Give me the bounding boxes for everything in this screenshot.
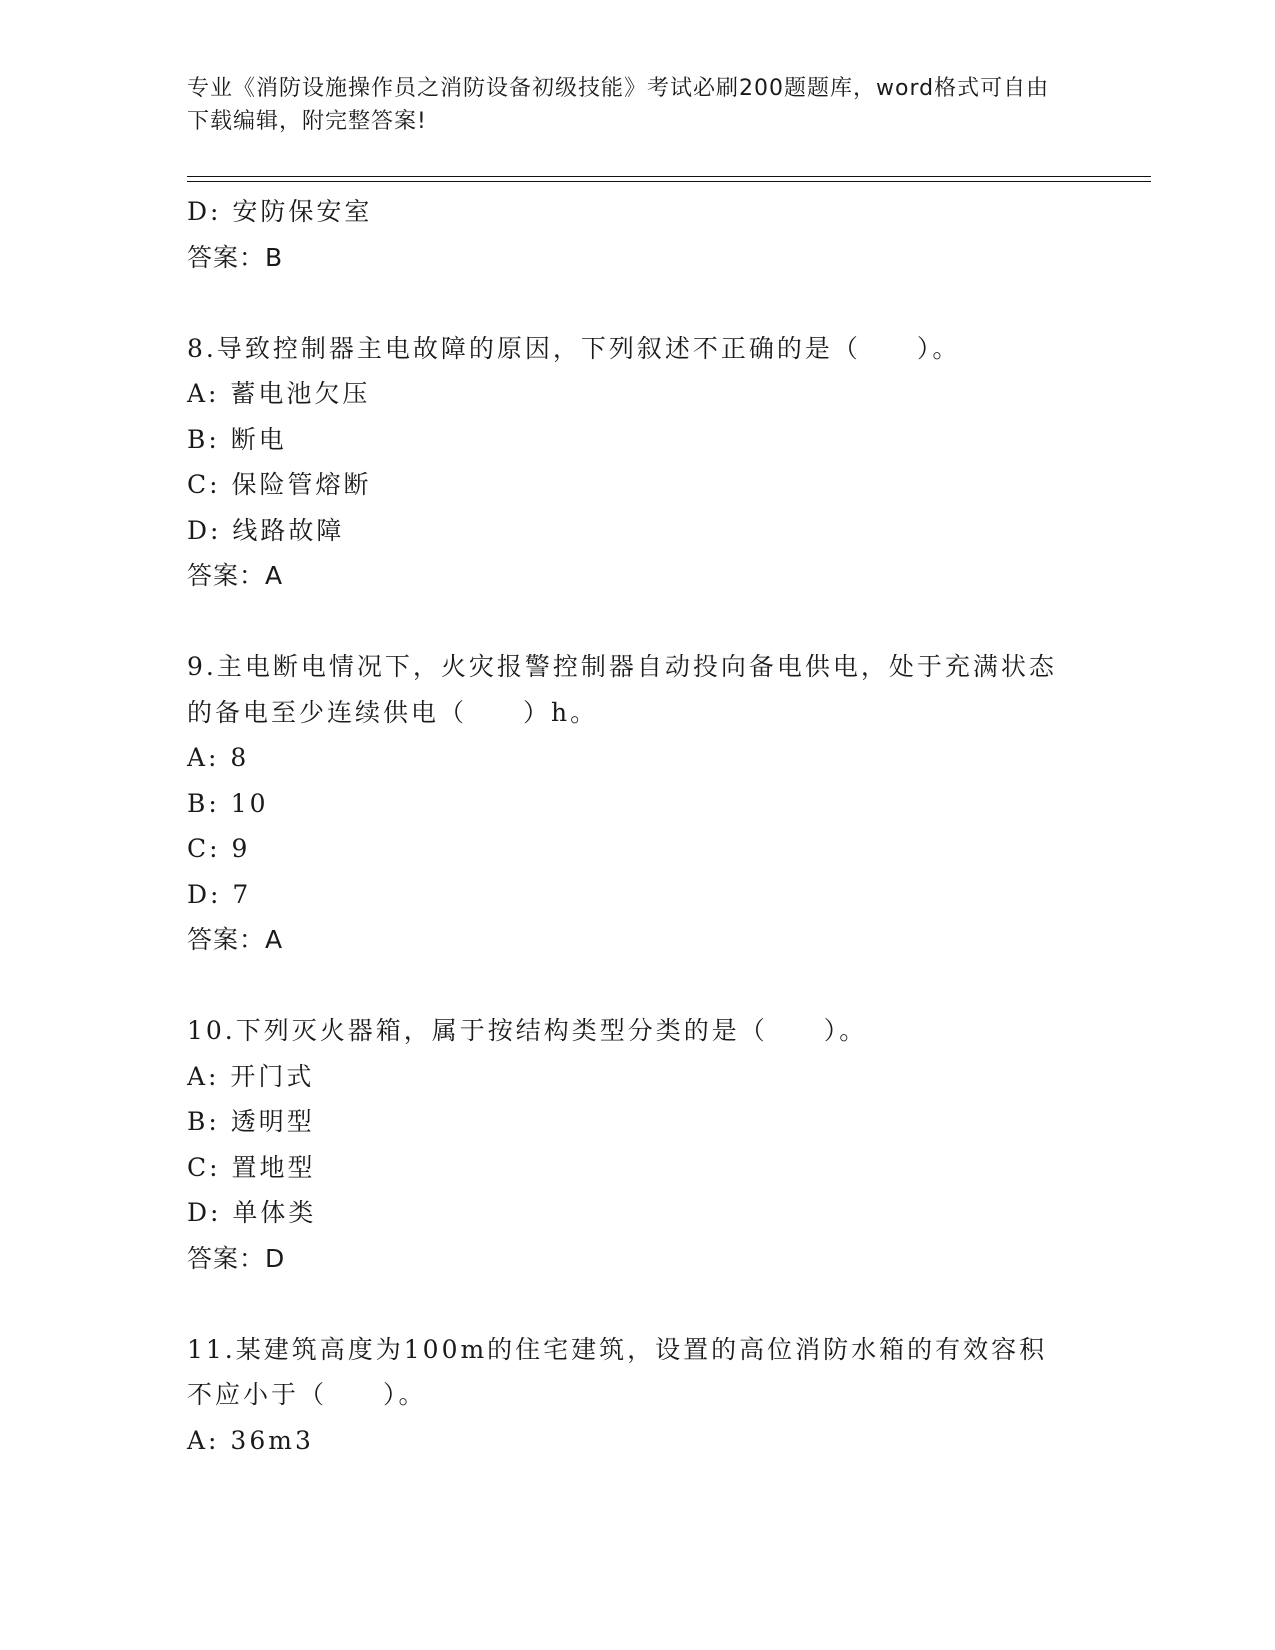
question-stem: 10.下列灭火器箱，属于按结构类型分类的是（ ）。 bbox=[187, 1016, 868, 1045]
option-line: A: 8 bbox=[187, 743, 250, 772]
option-line: A: 蓄电池欠压 bbox=[187, 379, 371, 408]
question-stem: 11.某建筑高度为100m的住宅建筑，设置的高位消防水箱的有效容积不应小于（ ）。 bbox=[187, 1334, 1048, 1409]
spacer bbox=[187, 963, 1087, 1009]
question-stem: 9.主电断电情况下，火灾报警控制器自动投向备电供电，处于充满状态的备电至少连续供电（ ）h。 bbox=[187, 652, 1057, 727]
header-divider-top bbox=[187, 176, 1151, 177]
option-line: C: 9 bbox=[187, 834, 251, 863]
answer-line: 答案：B bbox=[187, 242, 284, 272]
option-line: B: 10 bbox=[187, 788, 269, 818]
header-divider-bottom bbox=[187, 181, 1151, 182]
question-list bbox=[187, 189, 1087, 1463]
question-stem: 8.导致控制器主电故障的原因，下列叙述不正确的是（ ）。 bbox=[187, 333, 961, 363]
answer-line: 答案：D bbox=[187, 1243, 286, 1273]
answer-line: 答案：A bbox=[187, 925, 284, 954]
spacer bbox=[187, 1281, 1087, 1327]
spacer bbox=[187, 280, 1087, 326]
document-header: 专业《消防设施操作员之消防设备初级技能》考试必刷200题题库，word格式可自由下载编辑，附完整答案! bbox=[187, 76, 1050, 134]
option-line: B: 断电 bbox=[187, 424, 287, 454]
spacer bbox=[187, 599, 1087, 645]
option-line: C: 置地型 bbox=[187, 1152, 316, 1182]
option-line: C: 保险管熔断 bbox=[187, 470, 372, 499]
option-line: D: 7 bbox=[187, 879, 252, 909]
option-line: A: 开门式 bbox=[187, 1061, 315, 1091]
option-line: D: 安防保安室 bbox=[187, 197, 373, 226]
option-line: D: 单体类 bbox=[187, 1198, 317, 1227]
option-line: A: 36m3 bbox=[187, 1425, 314, 1455]
answer-line: 答案：A bbox=[187, 561, 284, 590]
option-line: B: 透明型 bbox=[187, 1107, 315, 1136]
option-line: D: 线路故障 bbox=[187, 515, 345, 545]
